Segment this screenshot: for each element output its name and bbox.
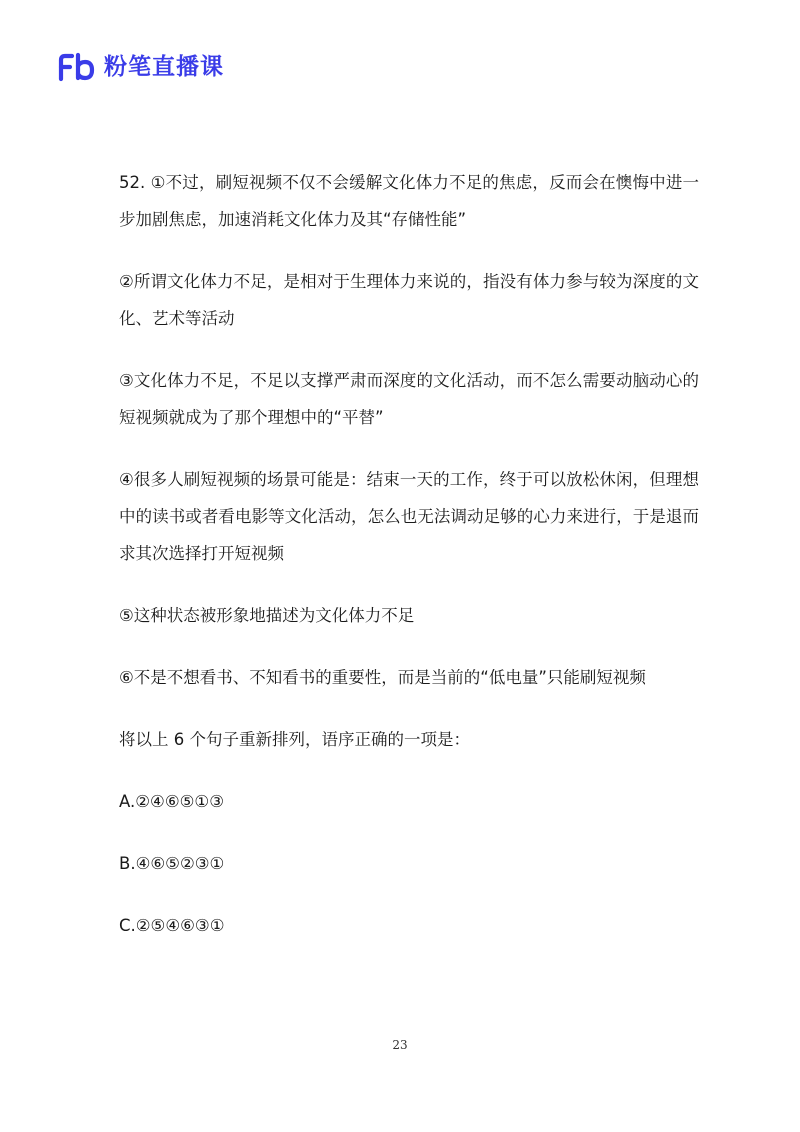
sentence-4: ④很多人刷短视频的场景可能是：结束一天的工作，终于可以放松休闲，但理想中的读书或者看电影等文化活动，怎么也无法调动足够的心力来进行，于是退而求其次选择打开短视频 bbox=[119, 470, 699, 563]
fenbi-fb-logo-icon bbox=[56, 52, 98, 82]
sentence-3: ③文化体力不足，不足以支撑严肃而深度的文化活动，而不怎么需要动脑动心的短视频就成为了那个理想中的“平替” bbox=[119, 371, 699, 427]
option-c: C.②⑤④⑥③① bbox=[119, 916, 225, 935]
question-body bbox=[119, 164, 699, 969]
sentence-6: ⑥不是不想看书、不知看书的重要性，而是当前的“低电量”只能刷短视频 bbox=[119, 668, 646, 687]
page-header bbox=[56, 50, 224, 84]
page-number: 23 bbox=[392, 1038, 408, 1052]
option-a: A.②④⑥⑤①③ bbox=[119, 792, 224, 811]
question-prompt: 将以上 6 个句子重新排列，语序正确的一项是： bbox=[119, 730, 470, 749]
option-b: B.④⑥⑤②③① bbox=[119, 854, 225, 873]
brand-name: 粉笔直播课 bbox=[104, 54, 224, 80]
sentence-2: ②所谓文化体力不足，是相对于生理体力来说的，指没有体力参与较为深度的文化、艺术等活动 bbox=[119, 272, 699, 328]
sentence-1: 52. ①不过，刷短视频不仅不会缓解文化体力不足的焦虑，反而会在懊悔中进一步加剧焦虑，加速消耗文化体力及其“存储性能” bbox=[119, 173, 699, 229]
sentence-5: ⑤这种状态被形象地描述为文化体力不足 bbox=[119, 606, 415, 625]
